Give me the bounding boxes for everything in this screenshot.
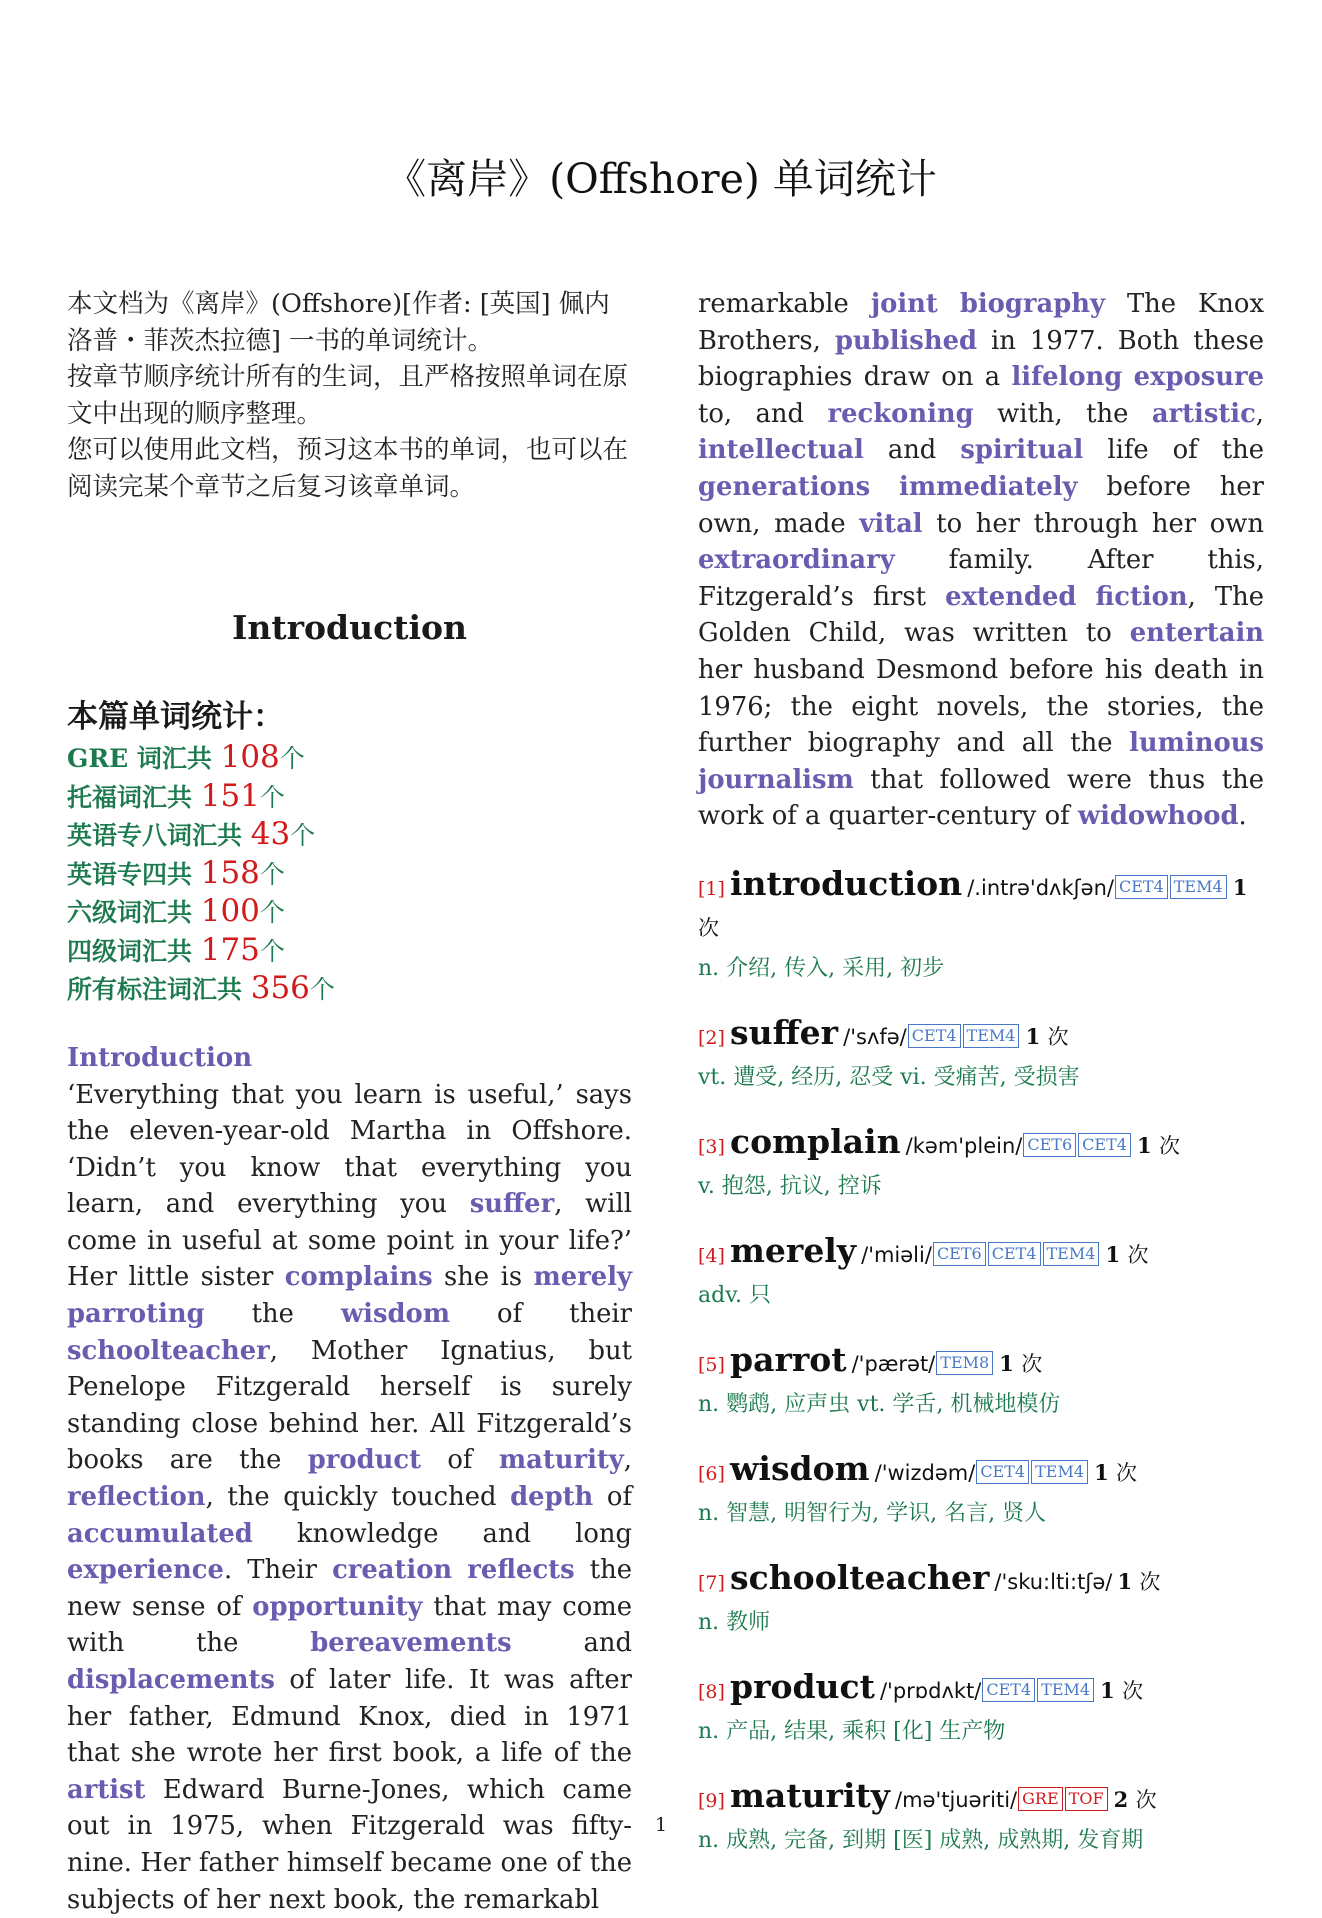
entry-index: [3]	[698, 1136, 725, 1158]
passage-text: and	[864, 435, 961, 465]
highlighted-word: immediately	[899, 472, 1077, 502]
section-title: Introduction	[67, 608, 632, 648]
highlighted-word: parroting	[67, 1299, 205, 1329]
definition: n. 介绍, 传入, 采用, 初步	[698, 951, 1264, 987]
highlighted-word: extended	[945, 582, 1076, 612]
passage-text: The Knox Brothers,	[698, 289, 1264, 356]
headword: merely	[730, 1231, 856, 1270]
stat-unit: 个	[280, 744, 305, 773]
passage-text	[938, 289, 960, 319]
vocab-entry	[698, 865, 1264, 987]
passage-text: ,	[1256, 399, 1264, 429]
passage-paragraph: remarkable joint biography The Knox Brothers, published in 1977. Both these biographies draw on a lifelong exposure to, and reckoning with, the artistic, intellectual and spiritual life of the generations immediately before her own, made vital to her through her own extraordinary family. After this, Fitzgerald’s first extended fiction, The Golden Child, was written to entertain her husband Desmond before his death in 1976; the eight novels, the stories, the further biography and all the luminous journalism that followed were thus the work of a quarter-century of widowhood.	[698, 286, 1264, 835]
highlighted-word: fiction	[1096, 582, 1188, 612]
vocab-entry	[698, 1014, 1264, 1096]
highlighted-word: creation	[332, 1555, 452, 1585]
highlighted-word: extraordinary	[698, 545, 895, 575]
headword: suffer	[730, 1013, 838, 1052]
highlighted-word: suffer	[470, 1189, 554, 1219]
highlighted-word: experience	[67, 1555, 224, 1585]
vocab-entry	[698, 1232, 1264, 1314]
passage-text	[1122, 362, 1133, 392]
definition: n. 鹦鹉, 应声虫 vt. 学舌, 机械地模仿	[698, 1387, 1264, 1423]
passage-text: of	[421, 1445, 499, 1475]
highlighted-word: journalism	[698, 765, 854, 795]
stat-count: 100	[201, 893, 260, 929]
phonetic: /'pærət/	[852, 1352, 936, 1376]
highlighted-word: widowhood	[1078, 801, 1239, 831]
definition: n. 成熟, 完备, 到期 [医] 成熟, 成熟期, 发育期	[698, 1823, 1264, 1859]
entry-index: [7]	[698, 1572, 725, 1594]
vocab-entry	[698, 1341, 1264, 1423]
count-number: 1	[1100, 1678, 1115, 1703]
headword: introduction	[730, 864, 962, 903]
highlighted-word: depth	[510, 1482, 593, 1512]
entry-index: [8]	[698, 1681, 725, 1703]
stat-label: GRE 词汇共	[67, 744, 221, 773]
passage-text: life of the	[1083, 435, 1264, 465]
count-number: 1	[1117, 1569, 1132, 1594]
level-tag: TEM4	[1170, 875, 1227, 899]
count-number: 1	[1094, 1460, 1109, 1485]
stat-count: 356	[251, 970, 310, 1006]
phonetic: /.intrə'dʌkʃən/	[967, 876, 1114, 900]
highlighted-word: product	[308, 1445, 421, 1475]
count-number: 1	[1106, 1242, 1121, 1267]
highlighted-word: maturity	[499, 1445, 624, 1475]
count-number: 2	[1114, 1787, 1129, 1812]
vocab-headline	[698, 1014, 1264, 1058]
level-tag: CET6	[1023, 1133, 1076, 1157]
left-column	[67, 286, 632, 1918]
stat-unit: 个	[260, 898, 285, 927]
passage-text: , the quickly touched	[206, 1482, 511, 1512]
passage-text	[849, 289, 871, 319]
count-suffix: 次	[1139, 1570, 1160, 1594]
stat-unit: 个	[290, 821, 315, 850]
vocab-entry	[698, 1123, 1264, 1205]
passage-text: , The Golden Child, was written to	[698, 582, 1264, 649]
vocab-headline	[698, 1450, 1264, 1494]
count-number: 1	[1026, 1024, 1041, 1049]
count-number: 1	[999, 1351, 1014, 1376]
definition: n. 智慧, 明智行为, 学识, 名言, 贤人	[698, 1496, 1264, 1532]
highlighted-word: reckoning	[828, 399, 974, 429]
level-tag: TEM4	[1043, 1242, 1100, 1266]
highlighted-word: lifelong	[1011, 362, 1122, 392]
level-tag: CET4	[976, 1460, 1029, 1484]
count-suffix: 次	[1048, 1025, 1069, 1049]
passage-text: family. After this, Fitzgerald’s first	[698, 545, 1264, 612]
passage-text: .	[1239, 801, 1247, 831]
passage-text: , Mother Ignatius, but Penelope Fitzgerald herself is surely standing close behind her. All Fitzgerald’s books are the	[67, 1336, 632, 1476]
entry-index: [6]	[698, 1463, 725, 1485]
passage-text: Edward Burne-Jones, which came out in 1975, when Fitzgerald was fifty-nine. Her father himself became one of the subjects of her next book, the	[67, 1775, 632, 1915]
definition: n. 教师	[698, 1605, 1264, 1641]
highlighted-word: accumulated	[67, 1519, 253, 1549]
vocab-headline	[698, 1341, 1264, 1385]
highlighted-word: vital	[859, 509, 922, 539]
level-tag: TEM8	[936, 1351, 993, 1375]
count-suffix: 次	[1127, 1243, 1148, 1267]
highlighted-word: intellectual	[698, 435, 864, 465]
highlighted-word: bereavements	[310, 1628, 511, 1658]
passage-text: ,	[624, 1445, 632, 1475]
passage-text: remarkabl	[464, 1885, 600, 1915]
vocab-headline	[698, 1123, 1264, 1167]
highlighted-word: artist	[67, 1775, 145, 1805]
passage-text: the	[205, 1299, 341, 1329]
right-column	[698, 286, 1264, 1859]
count-suffix: 次	[1116, 1461, 1137, 1485]
vocab-headline	[698, 1232, 1264, 1276]
entry-index: [1]	[698, 878, 725, 900]
occurrence-count	[1026, 1024, 1069, 1049]
stat-row	[67, 739, 632, 778]
highlighted-word: artistic	[1152, 399, 1256, 429]
count-number: 1	[1233, 875, 1248, 900]
passage-text: knowledge and long	[253, 1519, 632, 1549]
level-tag: TEM4	[1031, 1460, 1088, 1484]
phonetic: /mə'tjuəriti/	[895, 1788, 1017, 1812]
stat-count: 43	[251, 816, 290, 852]
occurrence-count	[999, 1351, 1042, 1376]
passage-text: to her through her own	[923, 509, 1264, 539]
highlighted-word: reflection	[67, 1482, 206, 1512]
passage-text	[870, 472, 899, 502]
stat-label: 所有标注词汇共	[67, 975, 251, 1004]
headword: product	[730, 1667, 875, 1706]
stat-unit: 个	[260, 860, 285, 889]
entry-index: [5]	[698, 1354, 725, 1376]
definition: vt. 遭受, 经历, 忍受 vi. 受痛苦, 受损害	[698, 1060, 1264, 1096]
level-tag: CET4	[908, 1024, 961, 1048]
stat-row	[67, 893, 632, 932]
stat-label: 英语专八词汇共	[67, 821, 251, 850]
highlighted-word: reflects	[467, 1555, 574, 1585]
intro-note-line: 本文档为《离岸》(Offshore)[作者: [英国] 佩内洛普・菲茨杰拉德] 一书的单词统计。	[67, 286, 632, 359]
highlighted-word: schoolteacher	[67, 1336, 270, 1366]
highlighted-word: spiritual	[960, 435, 1083, 465]
headword: wisdom	[730, 1449, 870, 1488]
document-title: 《离岸》(Offshore) 单词统计	[0, 146, 1322, 205]
vocab-entry	[698, 1668, 1264, 1750]
stat-row	[67, 816, 632, 855]
passage-text: of their	[450, 1299, 632, 1329]
stat-row	[67, 970, 632, 1009]
phonetic: /'wizdəm/	[875, 1461, 976, 1485]
occurrence-count	[1137, 1133, 1180, 1158]
count-suffix: 次	[698, 916, 719, 940]
passage-text: and	[512, 1628, 632, 1658]
level-tag: TOF	[1065, 1787, 1108, 1811]
passage-text: . Their	[224, 1555, 332, 1585]
count-number: 1	[1137, 1133, 1152, 1158]
passage-text: the new sense of	[67, 1555, 632, 1622]
stat-row	[67, 778, 632, 817]
level-tag: TEM4	[1037, 1678, 1094, 1702]
highlighted-word: joint	[871, 289, 938, 319]
phonetic: /kəm'plein/	[906, 1134, 1023, 1158]
phonetic: /'miəli/	[861, 1243, 932, 1267]
highlighted-word: complains	[285, 1262, 433, 1292]
passage-text: in 1977. Both these biographies draw on a	[698, 326, 1264, 393]
highlighted-word: entertain	[1130, 618, 1264, 648]
passage-text: her husband Desmond before his death in 1976; the eight novels, the stories, the further biography and all the	[698, 655, 1264, 758]
highlighted-word: published	[835, 326, 977, 356]
vocab-headline	[698, 1559, 1264, 1603]
stat-count: 175	[201, 932, 260, 968]
passage-text	[452, 1555, 467, 1585]
vocabulary-list	[698, 865, 1264, 1859]
entry-index: [2]	[698, 1027, 725, 1049]
stats-list	[67, 739, 632, 1009]
level-tag: CET4	[1115, 875, 1168, 899]
level-tag: CET4	[988, 1242, 1041, 1266]
intro-note	[67, 286, 632, 505]
passage-text: of later life. It was after her father, Edmund Knox, died in 1971 that she wrote her first book, a life of the	[67, 1665, 632, 1768]
passage-text: that may come with the	[67, 1592, 632, 1659]
occurrence-count	[1114, 1787, 1157, 1812]
stats-heading: 本篇单词统计：	[67, 695, 632, 739]
headword: maturity	[730, 1776, 890, 1815]
entry-index: [4]	[698, 1245, 725, 1267]
stat-row	[67, 932, 632, 971]
level-tag: CET4	[1078, 1133, 1131, 1157]
passage-text: ‘Everything that you learn is useful,’ says the eleven-year-old Martha in Offshore. ‘Didn’t you know that everything you learn, and everything you	[67, 1080, 632, 1220]
passage-text: , will come in useful at some point in your life?’ Her little sister	[67, 1189, 632, 1292]
stat-label: 六级词汇共	[67, 898, 201, 927]
passage-text: to, and	[698, 399, 828, 429]
occurrence-count	[1100, 1678, 1143, 1703]
definition: v. 抱怨, 抗议, 控诉	[698, 1169, 1264, 1205]
stat-unit: 个	[260, 937, 285, 966]
count-suffix: 次	[1122, 1679, 1143, 1703]
stat-unit: 个	[260, 783, 285, 812]
passage-text	[1076, 582, 1095, 612]
stat-count: 151	[201, 778, 260, 814]
headword: complain	[730, 1122, 901, 1161]
entry-index: [9]	[698, 1790, 725, 1812]
stat-label: 四级词汇共	[67, 937, 201, 966]
passage-text: that followed were thus the work of a quarter-century of	[698, 765, 1264, 832]
vocab-headline	[698, 1668, 1264, 1712]
count-suffix: 次	[1159, 1134, 1180, 1158]
passage-text: with, the	[974, 399, 1152, 429]
phonetic: /'prɒdʌkt/	[880, 1679, 981, 1703]
phonetic: /'sku:lti:tʃə/	[994, 1570, 1112, 1594]
stat-label: 英语专四共	[67, 860, 201, 889]
passage-paragraph	[67, 1077, 632, 1918]
passage-text: before her own, made	[698, 472, 1264, 539]
stat-count: 108	[221, 739, 280, 775]
phonetic: /'sʌfə/	[843, 1025, 907, 1049]
vocab-headline	[698, 865, 1264, 949]
passage-left	[67, 1077, 632, 1918]
definition: n. 产品, 结果, 乘积 [化] 生产物	[698, 1714, 1264, 1750]
stat-row	[67, 855, 632, 894]
headword: schoolteacher	[730, 1558, 989, 1597]
vocab-entry	[698, 1450, 1264, 1532]
passage-right	[698, 286, 1264, 835]
chapter-label: Introduction	[67, 1039, 632, 1077]
intro-note-line: 按章节顺序统计所有的生词，且严格按照单词在原文中出现的顺序整理。	[67, 359, 632, 432]
highlighted-word: merely	[533, 1262, 632, 1292]
stat-count: 158	[201, 855, 260, 891]
count-suffix: 次	[1136, 1788, 1157, 1812]
occurrence-count	[1106, 1242, 1149, 1267]
page-number: 1	[0, 1814, 1322, 1836]
highlighted-word: opportunity	[252, 1592, 422, 1622]
level-tag: CET6	[933, 1242, 986, 1266]
occurrence-count	[1094, 1460, 1137, 1485]
occurrence-count	[1117, 1569, 1160, 1594]
definition: adv. 只	[698, 1278, 1264, 1314]
level-tag: CET4	[982, 1678, 1035, 1702]
level-tag: TEM4	[963, 1024, 1020, 1048]
vocab-entry	[698, 1559, 1264, 1641]
level-tag: GRE	[1018, 1787, 1063, 1811]
highlighted-word: luminous	[1129, 728, 1264, 758]
highlighted-word: exposure	[1134, 362, 1264, 392]
count-suffix: 次	[1021, 1352, 1042, 1376]
stat-label: 托福词汇共	[67, 783, 201, 812]
highlighted-word: displacements	[67, 1665, 275, 1695]
intro-note-line: 您可以使用此文档，预习这本书的单词，也可以在阅读完某个章节之后复习该章单词。	[67, 432, 632, 505]
headword: parrot	[730, 1340, 846, 1379]
highlighted-word: generations	[698, 472, 870, 502]
highlighted-word: biography	[960, 289, 1105, 319]
stat-unit: 个	[310, 975, 335, 1004]
highlighted-word: wisdom	[341, 1299, 450, 1329]
passage-text: she is	[433, 1262, 534, 1292]
passage-text: of	[593, 1482, 632, 1512]
